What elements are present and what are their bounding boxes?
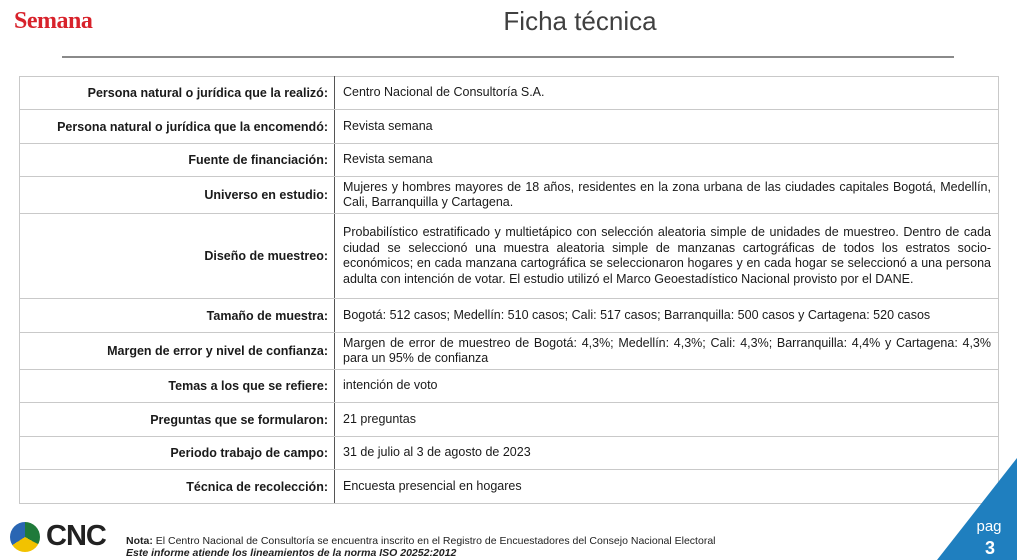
table-row — [20, 437, 999, 470]
cnc-logo-text: CNC — [46, 520, 106, 552]
cnc-circle-icon — [10, 522, 40, 552]
row-label: Margen de error y nivel de confianza: — [20, 333, 335, 370]
row-value: 31 de julio al 3 de agosto de 2023 — [335, 437, 999, 470]
table-row — [20, 110, 999, 144]
row-value: Mujeres y hombres mayores de 18 años, residentes en la zona urbana de las ciudades capitales Bogotá, Medellín, Cali, Barranquilla y Cartagena. — [335, 177, 999, 214]
table-row — [20, 370, 999, 403]
note-text: El Centro Nacional de Consultoría se encuentra inscrito en el Registro de Encuestadores del Consejo Nacional Electoral — [152, 535, 716, 547]
table-row — [20, 333, 999, 370]
title-divider — [62, 56, 954, 58]
row-label: Tamaño de muestra: — [20, 299, 335, 333]
semana-logo: Semana — [14, 8, 93, 34]
table-row — [20, 299, 999, 333]
table-row — [20, 470, 999, 504]
footer-note — [126, 535, 716, 559]
row-label: Persona natural o jurídica que la realizó: — [20, 77, 335, 110]
row-label: Universo en estudio: — [20, 177, 335, 214]
table-row — [20, 214, 999, 299]
norma-text: Este informe atiende los lineamientos de la norma ISO 20252:2012 — [126, 547, 457, 559]
page-label: pag — [976, 518, 1002, 535]
page-number: 3 — [984, 538, 995, 558]
row-value: intención de voto — [335, 370, 999, 403]
row-label: Periodo trabajo de campo: — [20, 437, 335, 470]
row-label: Diseño de muestreo: — [20, 214, 335, 299]
row-value: Revista semana — [335, 144, 999, 177]
table-row — [20, 177, 999, 214]
row-value: Margen de error de muestreo de Bogotá: 4,3%; Medellín: 4,3%; Cali: 4,3%; Barranquilla: 4,4% y Cartagena: 4,3% para un 95% de confianza — [335, 333, 999, 370]
row-value: Probabilístico estratificado y multietápico con selección aleatoria simple de unidades de muestreo. Dentro de cada ciudad se seleccionó una muestra aleatoria simple de manzanas cartográficas de todos los estratos socio-económicos; en cada manzana cartográfica se seleccionaron hogares y en cada hogar se seleccionó a una persona adulta con intención de votar. El estudio utilizó el Marco Geoestadístico Nacional provisto por el DANE. — [335, 214, 999, 299]
table-row — [20, 144, 999, 177]
ficha-tecnica-table — [19, 76, 999, 504]
row-label: Técnica de recolección: — [20, 470, 335, 504]
row-value: Encuesta presencial en hogares — [335, 470, 999, 504]
row-value: 21 preguntas — [335, 403, 999, 437]
row-label: Temas a los que se refiere: — [20, 370, 335, 403]
table-row — [20, 77, 999, 110]
row-label: Fuente de financiación: — [20, 144, 335, 177]
table-row — [20, 403, 999, 437]
row-value: Bogotá: 512 casos; Medellín: 510 casos; Cali: 517 casos; Barranquilla: 500 casos y Cartagena: 520 casos — [335, 299, 999, 333]
page-title: Ficha técnica — [503, 6, 657, 36]
cnc-logo — [10, 520, 120, 556]
row-label: Persona natural o jurídica que la encomendó: — [20, 110, 335, 144]
note-label: Nota: — [126, 535, 153, 547]
row-value: Revista semana — [335, 110, 999, 144]
row-label: Preguntas que se formularon: — [20, 403, 335, 437]
row-value: Centro Nacional de Consultoría S.A. — [335, 77, 999, 110]
